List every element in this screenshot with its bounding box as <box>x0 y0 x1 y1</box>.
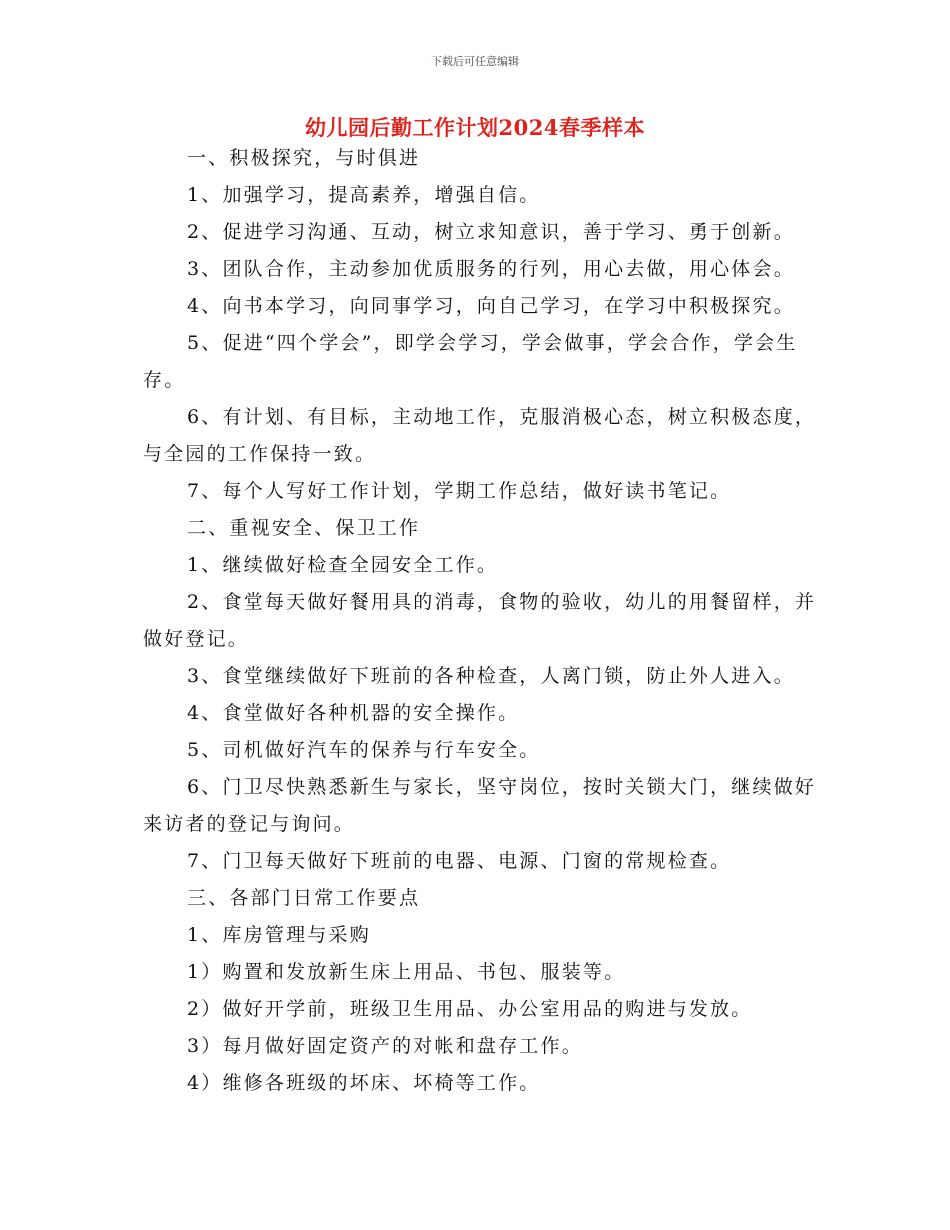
paragraph: 1）购置和发放新生床上用品、书包、服装等。 <box>187 961 626 983</box>
section-heading-3: 三、各部门日常工作要点 <box>187 887 421 909</box>
paragraph: 3、团队合作，主动参加优质服务的行列，用心去做，用心体会。 <box>187 258 795 280</box>
paragraph: 1、加强学习，提高素养，增强自信。 <box>187 184 541 206</box>
paragraph: 4、向书本学习，向同事学习，向自己学习，在学习中积极探究。 <box>187 295 795 317</box>
paragraph: 6、门卫尽快熟悉新生与家长，坚守岗位，按时关锁大门，继续做好来访者的登记与询问。 <box>143 776 817 835</box>
document-body <box>143 140 823 1102</box>
paragraph: 7、每个人写好工作计划，学期工作总结，做好读书笔记。 <box>187 480 732 502</box>
paragraph: 7、门卫每天做好下班前的电器、电源、门窗的常规检查。 <box>187 850 732 872</box>
paragraph: 4、食堂做好各种机器的安全操作。 <box>187 702 520 724</box>
paragraph: 5、促进“四个学会”，即学会学习，学会做事，学会合作，学会生存。 <box>143 332 798 391</box>
paragraph: 3）每月做好固定资产的对帐和盘存工作。 <box>187 1035 583 1057</box>
header-note: 下载后可任意编辑 <box>431 55 519 68</box>
paragraph: 4）维修各班级的坏床、坏椅等工作。 <box>187 1072 541 1094</box>
paragraph: 1、库房管理与采购 <box>187 924 371 946</box>
paragraph: 2、促进学习沟通、互动，树立求知意识，善于学习、勇于创新。 <box>187 221 795 243</box>
section-heading-2: 二、重视安全、保卫工作 <box>187 517 421 539</box>
paragraph: 3、食堂继续做好下班前的各种检查，人离门锁，防止外人进入。 <box>187 665 795 687</box>
paragraph: 6、有计划、有目标，主动地工作，克服消极心态，树立积极态度，与全园的工作保持一致。 <box>143 406 817 465</box>
paragraph: 1、继续做好检查全园安全工作。 <box>187 554 499 576</box>
paragraph: 5、司机做好汽车的保养与行车安全。 <box>187 739 541 761</box>
paragraph: 2、食堂每天做好餐用具的消毒，食物的验收，幼儿的用餐留样，并做好登记。 <box>143 591 817 650</box>
section-heading-1: 一、积极探究，与时俱进 <box>187 147 421 169</box>
paragraph: 2）做好开学前，班级卫生用品、办公室用品的购进与发放。 <box>187 998 753 1020</box>
document-title: 幼儿园后勤工作计划2024春季样本 <box>305 115 645 140</box>
